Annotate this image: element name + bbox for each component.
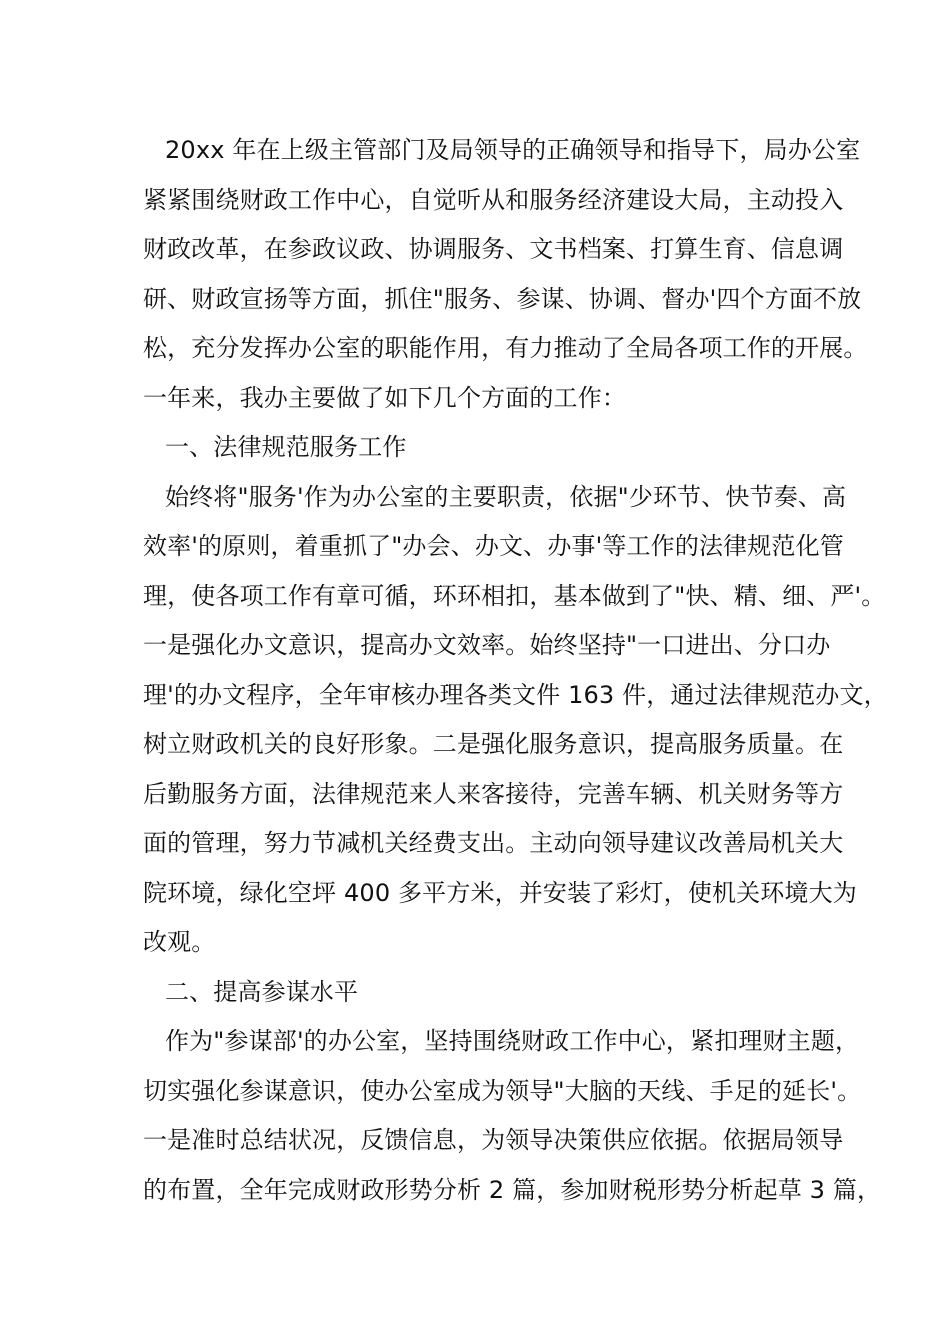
paragraph-line: 松，充分发挥办公室的职能作用，有力推动了全局各项工作的开展。 [143,334,868,362]
paragraph-line: 研、财政宣扬等方面，抓住"服务、参谋、协调、督办'四个方面不放 [143,284,862,313]
paragraph-line: 作为"参谋部'的办公室，坚持围绕财政工作中心，紧扣理财主题， [165,1027,860,1055]
paragraph-line: 一是准时总结状况，反馈信息，为领导决策供应依据。依据局领导 [143,1126,844,1154]
paragraph-line: 始终将"服务'作为办公室的主要职责，依据"少环节、快节奏、高 [165,482,847,511]
paragraph-line: 面的管理，努力节减机关经费支出。主动向领导建议改善局机关大 [143,829,844,857]
paragraph-line: 树立财政机关的良好形象。二是强化服务意识，提高服务质量。在 [143,730,844,758]
paragraph-line: 一是强化办文意识，提高办文效率。始终坚持"一口进出、分口办 [143,631,831,659]
paragraph-line: 理，使各项工作有章可循，环环相扣，基本做到了"快、精、细、严'。 [143,581,886,610]
section-heading: 二、提高参谋水平 [165,977,359,1006]
document-body [143,126,888,1215]
paragraph-line: 20xx 年在上级主管部门及局领导的正确领导和指导下，局办公室 [165,136,861,164]
section-heading: 一、法律规范服务工作 [165,433,407,461]
paragraph-line: 效率'的原则，着重抓了"办会、办文、办事'等工作的法律规范化管 [143,532,844,560]
paragraph-line: 紧紧围绕财政工作中心，自觉听从和服务经济建设大局，主动投入 [143,185,844,214]
paragraph-line: 改观。 [143,928,216,956]
paragraph-line: 一年来，我办主要做了如下几个方面的工作： [143,383,626,412]
paragraph-line: 财政改革，在参政议政、协调服务、文书档案、打算生育、信息调 [143,235,844,263]
paragraph-line: 后勤服务方面，法律规范来人来客接待，完善车辆、机关财务等方 [143,779,844,808]
paragraph-line: 院环境，绿化空坪 400 多平方米，并安装了彩灯，使机关环境大为 [143,878,857,907]
paragraph-line: 切实强化参谋意识，使办公室成为领导"大脑的天线、手足的延长'。 [143,1076,862,1105]
paragraph-line: 理'的办文程序，全年审核办理各类文件 163 件，通过法律规范办文， [143,680,888,709]
paragraph-line: 的布置，全年完成财政形势分析 2 篇，参加财税形势分析起草 3 篇， [143,1175,882,1204]
